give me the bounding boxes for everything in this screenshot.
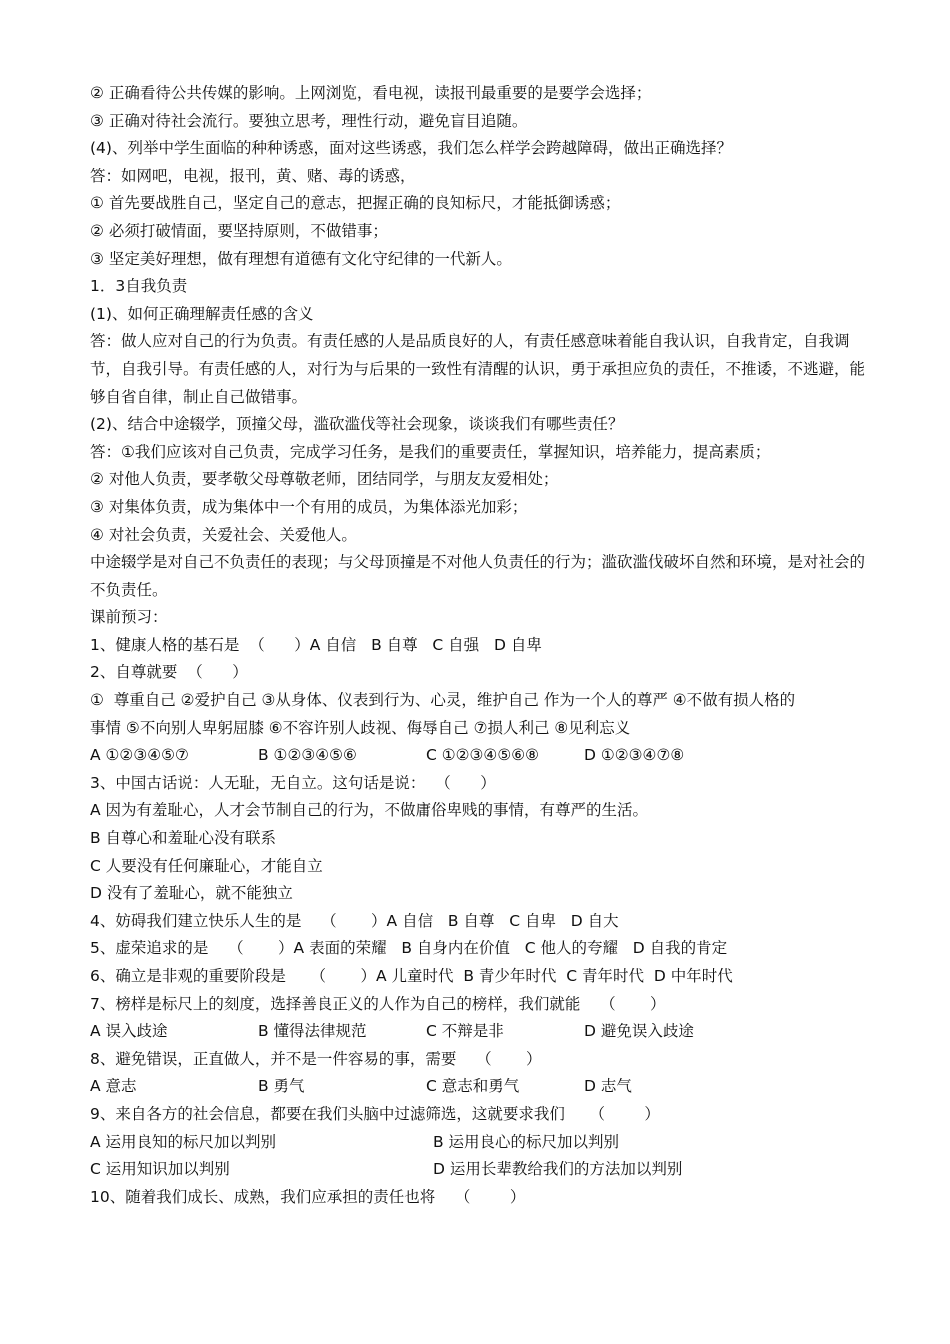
option-b: B 懂得法律规范 [258, 1022, 367, 1041]
question-4: 4、妨碍我们建立快乐人生的是 （ ）A 自信 B 自尊 C 自卑 D 自大 [90, 911, 619, 930]
paragraph: ③ 正确对待社会流行。要独立思考，理性行动，避免盲目追随。 [90, 111, 528, 130]
paragraph: ② 正确看待公共传媒的影响。上网浏览，看电视，读报刊最重要的是要学会选择； [90, 84, 652, 102]
question-2-options [90, 742, 865, 770]
option-c: C ①②③④⑤⑥⑧ [426, 746, 540, 765]
option-b: B 运用良心的标尺加以判别 [433, 1132, 620, 1151]
question-heading: (2)、结合中途辍学，顶撞父母，滥砍滥伐等社会现象，谈谈我们有哪些责任？ [90, 415, 624, 434]
question-7-options [90, 1018, 865, 1046]
question-9-options-cd [90, 1156, 865, 1184]
option-a: A 误入歧途 [90, 1022, 168, 1041]
option-c: C 人要没有任何廉耻心，才能自立 [90, 856, 323, 875]
option-b: B 自尊心和羞耻心没有联系 [90, 829, 277, 848]
paragraph: ① 首先要战胜自己，坚定自己的意志，把握正确的良知标尺，才能抵御诱惑； [90, 194, 621, 213]
answer-paragraph: 答：做人应对自己的行为负责。有责任感的人是品质良好的人，有责任感意味着能自我认识，自我肯定，自我调节，自我引导。有责任感的人，对行为与后果的一致性有清醒的认识，勇于承担应负的责任，不推诿，不逃避，能够自省自律，制止自己做错事。 [90, 332, 866, 406]
question-3: 3、中国古话说：人无耻，无自立。这句话是说： （ ） [90, 773, 496, 792]
question-9: 9、来自各方的社会信息，都要在我们头脑中过滤筛选，这就要求我们 （ ） [90, 1104, 660, 1123]
option-a: A 因为有羞耻心，人才会节制自己的行为，不做庸俗卑贱的事情，有尊严的生活。 [90, 801, 649, 820]
question-1: 1、健康人格的基石是 （ ）A 自信 B 自尊 C 自强 D 自卑 [90, 635, 542, 654]
question-5: 5、虚荣追求的是 （ ）A 表面的荣耀 B 自身内在价值 C 他人的夸耀 D 自我的肯定 [90, 939, 728, 958]
option-a: A ①②③④⑤⑦ [90, 746, 189, 765]
option-d: D 志气 [584, 1077, 632, 1096]
preview-title: 课前预习： [90, 608, 168, 627]
option-d: D 避免误入歧途 [584, 1022, 694, 1041]
option-b: B ①②③④⑤⑥ [258, 746, 357, 765]
summary-paragraph: 中途辍学是对自己不负责任的表现；与父母顶撞是不对他人负责任的行为；滥砍滥伐破坏自然和环境，是对社会的不负责任。 [90, 553, 866, 599]
question-7: 7、榜样是标尺上的刻度，选择善良正义的人作为自己的榜样，我们就能 （ ） [90, 994, 666, 1013]
option-c: C 意志和勇气 [426, 1077, 520, 1096]
paragraph: 答：如网吧，电视，报刊，黄、赌、毒的诱惑， [90, 166, 416, 185]
paragraph: ② 对他人负责，要孝敬父母尊敬老师，团结同学，与朋友友爱相处； [90, 470, 559, 489]
option-d: D ①②③④⑦⑧ [584, 746, 685, 765]
document-page [90, 80, 865, 1211]
option-d: D 运用长辈教给我们的方法加以判别 [433, 1160, 683, 1179]
question-9-options-ab [90, 1129, 865, 1157]
question-heading: (1)、如何正确理解责任感的含义 [90, 304, 314, 323]
question-10: 10、随着我们成长、成熟，我们应承担的责任也将 （ ） [90, 1187, 526, 1206]
option-c: C 运用知识加以判别 [90, 1160, 230, 1179]
paragraph: ③ 坚定美好理想，做有理想有道德有文化守纪律的一代新人。 [90, 249, 512, 268]
question-8: 8、避免错误，正直做人，并不是一件容易的事，需要 （ ） [90, 1049, 542, 1068]
paragraph: ② 必须打破情面，要坚持原则，不做错事； [90, 221, 388, 240]
option-a: A 意志 [90, 1077, 137, 1096]
question-2-items: ① 尊重自己 ②爱护自己 ③从身体、仪表到行为、心灵，维护自己 作为一个人的尊严 ④不做有损人格的 [90, 691, 796, 710]
option-b: B 勇气 [258, 1077, 305, 1096]
question-6: 6、确立是非观的重要阶段是 （ ）A 儿童时代 B 青少年时代 C 青年时代 D 中年时代 [90, 967, 733, 985]
section-heading: 1．3自我负责 [90, 277, 188, 296]
option-a: A 运用良知的标尺加以判别 [90, 1132, 277, 1151]
question-8-options [90, 1073, 865, 1101]
paragraph: 答：①我们应该对自己负责，完成学习任务，是我们的重要责任，掌握知识，培养能力，提高素质； [90, 442, 771, 461]
question-heading: (4)、列举中学生面临的种种诱惑，面对这些诱惑，我们怎么样学会跨越障碍，做出正确选择？ [90, 139, 732, 158]
question-2: 2、自尊就要 （ ） [90, 663, 248, 682]
option-c: C 不辩是非 [426, 1022, 504, 1041]
paragraph: ③ 对集体负责，成为集体中一个有用的成员，为集体添光加彩； [90, 497, 528, 516]
paragraph: ④ 对社会负责，关爱社会、关爱他人。 [90, 525, 357, 544]
question-2-items-cont: 事情 ⑤不向别人卑躬屈膝 ⑥不容许别人歧视、侮辱自己 ⑦损人利己 ⑧见利忘义 [90, 718, 631, 737]
option-d: D 没有了羞耻心，就不能独立 [90, 884, 293, 903]
